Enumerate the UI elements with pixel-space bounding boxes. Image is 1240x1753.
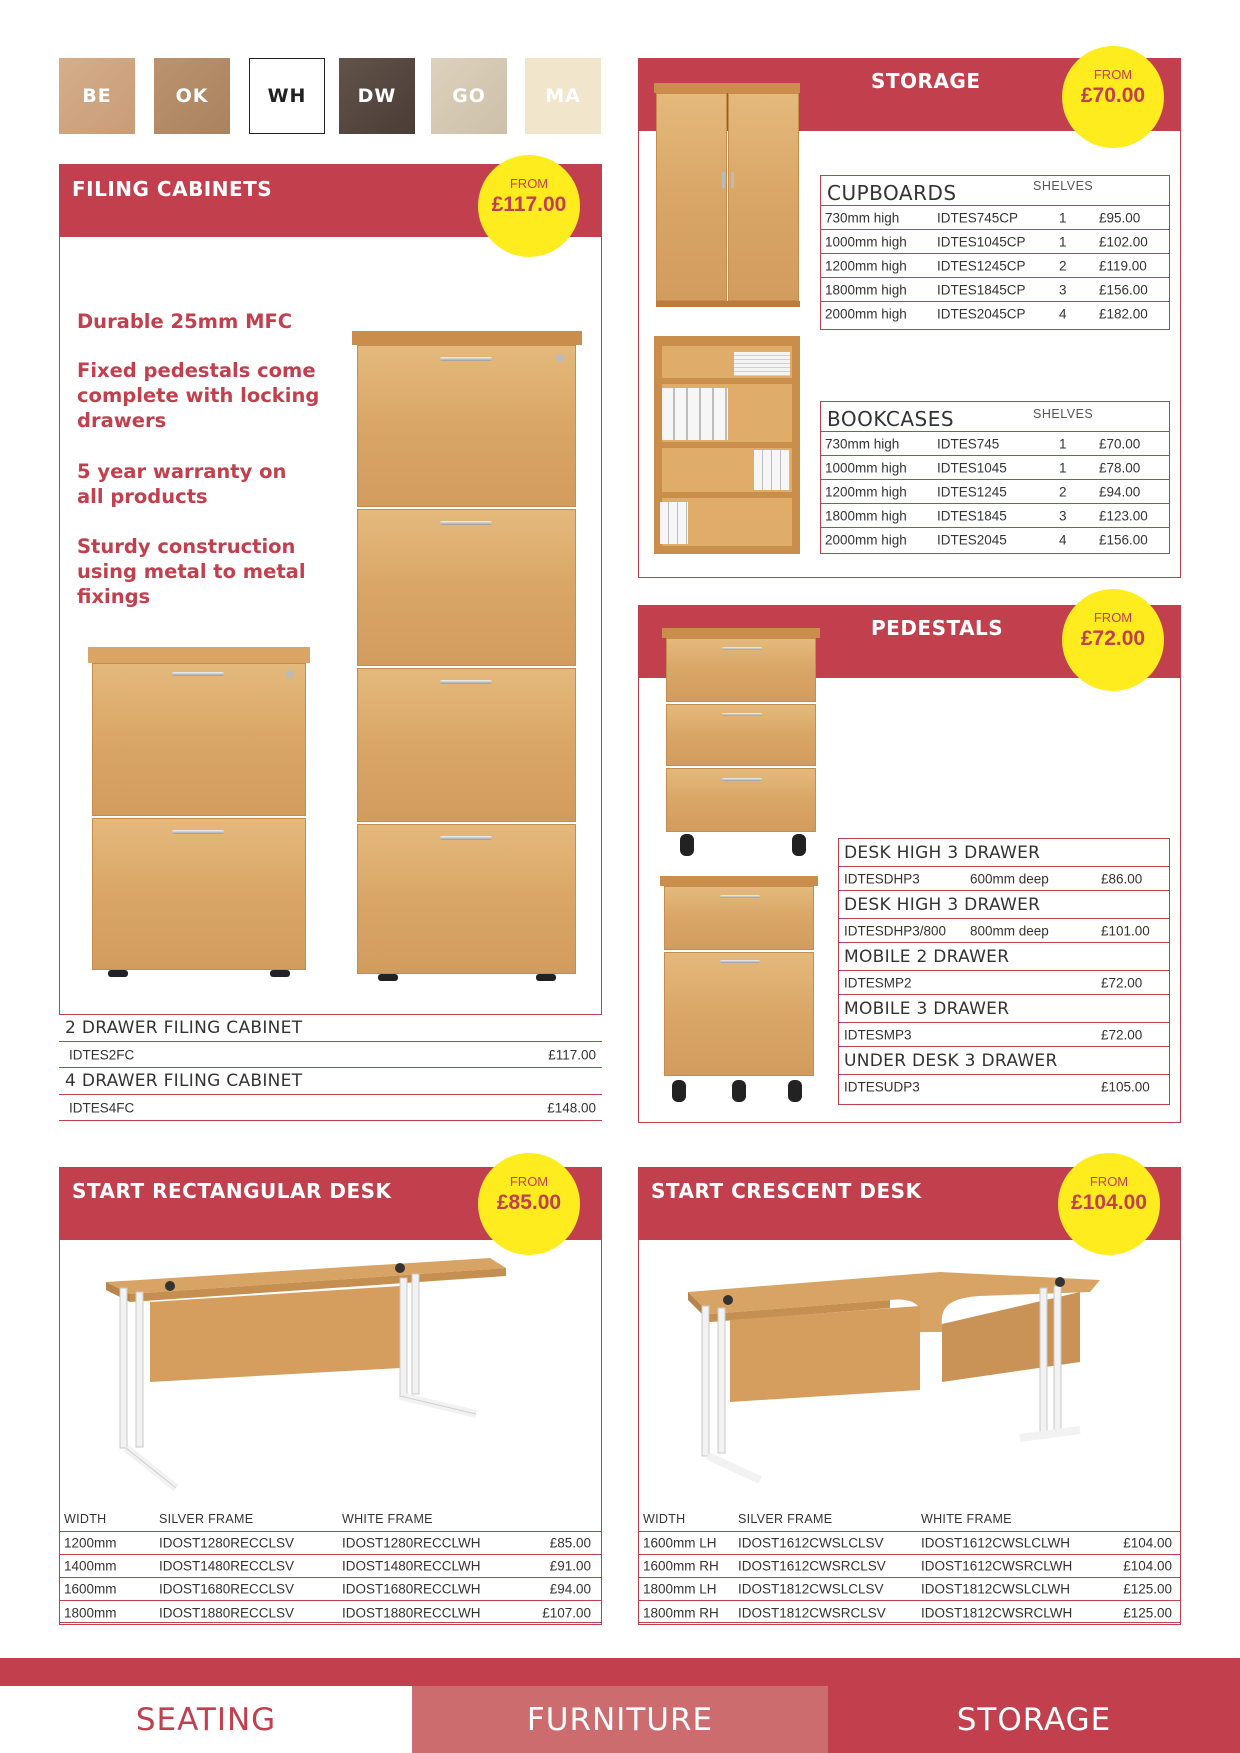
cupboard-shelves: 3 (1059, 282, 1067, 297)
table-row (821, 302, 1169, 326)
crescent-desk-from-label: FROM (1089, 1174, 1129, 1189)
pedestal-name: DESK HIGH 3 DRAWER (844, 894, 1041, 915)
table-row (839, 1047, 1169, 1075)
pedestal-depth: 600mm deep (970, 871, 1049, 886)
rect-desk-from-label: FROM (509, 1174, 549, 1189)
footer-strip (0, 1658, 1240, 1686)
crescent-white-code: IDOST1812CWSRCLWH (921, 1605, 1073, 1620)
bookcase-code: IDTES2045 (937, 532, 1007, 548)
rect-white-code: IDOST1480RECCLWH (342, 1558, 481, 1574)
rect-price: £85.00 (549, 1535, 591, 1551)
pedestal-code: IDTESDHP3 (844, 871, 920, 886)
bookcase-shelves: 2 (1059, 484, 1067, 499)
crescent-silver-code: IDOST1612CWSRCLSV (738, 1558, 886, 1574)
rect-silver-code: IDOST1680RECCLSV (159, 1581, 295, 1597)
filing-row-2-price: £148.00 (547, 1100, 596, 1115)
pedestal-depth: 800mm deep (970, 923, 1049, 938)
crescent-desk-price-badge (1058, 1153, 1160, 1255)
table-row (59, 1015, 602, 1042)
crescent-desk-from-price: £104.00 (1071, 1191, 1147, 1214)
table-row (59, 1068, 602, 1095)
table-row (639, 1601, 1180, 1624)
rect-header-width: WIDTH (64, 1512, 107, 1526)
table-row (839, 943, 1169, 971)
crescent-price: £125.00 (1123, 1581, 1172, 1597)
cupboards-shelves-label: SHELVES (1033, 179, 1094, 194)
table-row (639, 1578, 1180, 1601)
table-row (839, 1023, 1169, 1047)
crescent-price: £104.00 (1123, 1558, 1172, 1574)
cupboard-shelves: 1 (1059, 234, 1067, 249)
pedestal-price: £72.00 (1101, 1027, 1143, 1042)
bookcase-shelves: 4 (1059, 532, 1067, 548)
tab-storage[interactable]: STORAGE (828, 1686, 1240, 1753)
pedestal-code: IDTESUDP3 (844, 1079, 920, 1095)
cupboards-title: CUPBOARDS (827, 180, 957, 205)
table-row (839, 995, 1169, 1023)
pedestal-name: DESK HIGH 3 DRAWER (844, 842, 1041, 863)
bookcase-code: IDTES1245 (937, 484, 1007, 499)
rect-price: £94.00 (549, 1581, 591, 1597)
rect-desk-table (59, 1507, 602, 1625)
cupboard-shelves: 1 (1059, 210, 1067, 225)
pedestal-code: IDTESDHP3/800 (844, 923, 947, 938)
rect-silver-code: IDOST1280RECCLSV (159, 1535, 295, 1551)
cupboard-height: 1200mm high (825, 258, 907, 273)
filing-row-1-price: £117.00 (548, 1047, 596, 1062)
table-row (639, 1555, 1180, 1578)
table-row (59, 1095, 602, 1120)
table-row (839, 1075, 1169, 1099)
filing-table (59, 1014, 602, 1121)
table-row (821, 206, 1169, 230)
crescent-header-white: WHITE FRAME (921, 1512, 1012, 1526)
filing-price-badge (478, 155, 580, 257)
pedestal-price: £101.00 (1101, 923, 1150, 938)
table-row (821, 230, 1169, 254)
crescent-white-code: IDOST1612CWSLCLWH (921, 1535, 1071, 1551)
bookcase-height: 1000mm high (825, 460, 907, 475)
filing-from-price: £117.00 (491, 193, 567, 216)
rect-desk-from-price: £85.00 (496, 1191, 562, 1214)
bookcase-price: £70.00 (1099, 436, 1141, 451)
cupboard-code: IDTES1245CP (937, 258, 1026, 273)
rect-desk-table-body (59, 1531, 602, 1625)
table-row (821, 480, 1169, 504)
table-row (821, 528, 1169, 552)
cupboard-price: £156.00 (1099, 282, 1148, 297)
rectangular-desk-image (100, 1250, 520, 1500)
table-row (839, 919, 1169, 943)
filing-row-2-name: 4 DRAWER FILING CABINET (65, 1071, 303, 1091)
rect-desk-price-badge (478, 1153, 580, 1255)
storage-price-badge (1062, 46, 1164, 148)
table-row (839, 867, 1169, 891)
cupboard-height: 730mm high (825, 210, 900, 225)
pedestals-table (838, 838, 1170, 1105)
rect-price: £107.00 (542, 1605, 591, 1620)
pedestal-price: £86.00 (1101, 871, 1143, 886)
cupboard-price: £102.00 (1099, 234, 1148, 249)
bookcase-height: 1800mm high (825, 508, 907, 523)
rect-white-code: IDOST1880RECCLWH (342, 1605, 481, 1620)
cupboard-shelves: 4 (1059, 306, 1067, 322)
crescent-width: 1800mm LH (643, 1581, 717, 1597)
filing-row-2-code: IDTES4FC (69, 1100, 135, 1115)
table-row (839, 971, 1169, 995)
bookcase-height: 2000mm high (825, 532, 907, 548)
rect-width: 1400mm (64, 1558, 117, 1574)
bookcase-code: IDTES745 (937, 436, 1000, 451)
bookcase-code: IDTES1845 (937, 508, 1007, 523)
table-row (60, 1555, 601, 1578)
crescent-width: 1800mm RH (643, 1605, 719, 1620)
pedestals-title: PEDESTALS (871, 616, 1004, 640)
storage-from-label: FROM (1093, 67, 1133, 82)
crescent-price: £125.00 (1123, 1605, 1172, 1620)
swatch-dark-walnut[interactable]: DW (339, 58, 415, 134)
rect-silver-code: IDOST1480RECCLSV (159, 1558, 295, 1574)
pedestal-price: £105.00 (1101, 1079, 1150, 1095)
cupboard-height: 2000mm high (825, 306, 907, 322)
table-row (821, 254, 1169, 278)
cupboard-code: IDTES1045CP (937, 234, 1026, 249)
crescent-white-code: IDOST1612CWSRCLWH (921, 1558, 1073, 1574)
crescent-silver-code: IDOST1612CWSLCLSV (738, 1535, 884, 1551)
crescent-silver-code: IDOST1812CWSLCLSV (738, 1581, 884, 1597)
rect-desk-title: START RECTANGULAR DESK (72, 1179, 392, 1203)
table-row (821, 278, 1169, 302)
cupboards-table (820, 175, 1170, 330)
bookcase-price: £123.00 (1099, 508, 1148, 523)
bookcases-title: BOOKCASES (827, 406, 955, 431)
storage-title: STORAGE (871, 69, 981, 93)
table-row (821, 402, 1169, 432)
tab-seating[interactable]: SEATING (0, 1686, 412, 1753)
crescent-width: 1600mm LH (643, 1535, 717, 1551)
swatch-oak[interactable]: OK (154, 58, 230, 134)
rect-width: 1800mm (64, 1605, 117, 1620)
filing-row-1-name: 2 DRAWER FILING CABINET (65, 1018, 303, 1038)
rect-white-code: IDOST1680RECCLWH (342, 1581, 481, 1597)
pedestal-price: £72.00 (1101, 975, 1143, 990)
bookcase-shelves: 1 (1059, 436, 1067, 451)
bookcases-table (820, 401, 1170, 554)
table-row (821, 504, 1169, 528)
feature-3: 5 year warranty on all products (77, 460, 287, 508)
swatch-beech[interactable]: BE (59, 58, 135, 134)
swatch-grey-oak[interactable]: GO (431, 58, 507, 134)
bookcase-height: 730mm high (825, 436, 900, 451)
rect-width: 1600mm (64, 1581, 117, 1597)
storage-from-price: £70.00 (1080, 84, 1146, 107)
cupboard-height: 1000mm high (825, 234, 907, 249)
crescent-desk-image (680, 1262, 1110, 1492)
table-row (821, 456, 1169, 480)
table-row (60, 1601, 601, 1624)
bookcase-price: £78.00 (1099, 460, 1141, 475)
table-row (839, 891, 1169, 919)
cupboard-code: IDTES1845CP (937, 282, 1026, 297)
table-row (60, 1532, 601, 1555)
swatch-white[interactable]: WH (249, 58, 325, 134)
cupboard-price: £95.00 (1099, 210, 1141, 225)
cupboard-price: £119.00 (1099, 258, 1147, 273)
rect-header-silver: SILVER FRAME (159, 1512, 254, 1526)
pedestal-name: MOBILE 3 DRAWER (844, 998, 1010, 1019)
pedestals-from-label: FROM (1093, 610, 1133, 625)
cupboard-code: IDTES745CP (937, 210, 1019, 225)
pedestals-price-badge (1062, 589, 1164, 691)
pedestals-from-price: £72.00 (1080, 627, 1146, 650)
cupboard-height: 1800mm high (825, 282, 907, 297)
filing-row-1-code: IDTES2FC (69, 1047, 135, 1062)
crescent-header-silver: SILVER FRAME (738, 1512, 833, 1526)
table-row (639, 1532, 1180, 1555)
rect-header-white: WHITE FRAME (342, 1512, 433, 1526)
table-row (60, 1578, 601, 1601)
rect-width: 1200mm (64, 1535, 117, 1551)
bookcase-code: IDTES1045 (937, 460, 1007, 475)
bookcase-shelves: 1 (1059, 460, 1067, 475)
feature-1: Durable 25mm MFC (77, 310, 293, 333)
rect-price: £91.00 (549, 1558, 591, 1574)
crescent-price: £104.00 (1123, 1535, 1172, 1551)
filing-from-label: FROM (509, 176, 549, 191)
cupboard-shelves: 2 (1059, 258, 1067, 273)
rect-silver-code: IDOST1880RECCLSV (159, 1605, 295, 1620)
crescent-header-width: WIDTH (643, 1512, 686, 1526)
swatch-maple[interactable]: MA (525, 58, 601, 134)
pedestal-name: UNDER DESK 3 DRAWER (844, 1050, 1058, 1071)
bookcase-shelves: 3 (1059, 508, 1067, 523)
crescent-desk-table-body (638, 1531, 1181, 1625)
bookcase-price: £94.00 (1099, 484, 1141, 499)
crescent-white-code: IDOST1812CWSLCLWH (921, 1581, 1071, 1597)
cupboard-code: IDTES2045CP (937, 306, 1026, 322)
bookcases-shelves-label: SHELVES (1033, 406, 1094, 421)
feature-2: Fixed pedestals come complete with locking drawers (77, 359, 320, 432)
crescent-desk-table (638, 1507, 1181, 1625)
crescent-silver-code: IDOST1812CWSRCLSV (738, 1605, 886, 1620)
pedestal-code: IDTESMP3 (844, 1027, 912, 1042)
feature-4: Sturdy construction using metal to metal fixings (77, 535, 306, 608)
table-row (821, 176, 1169, 206)
pedestal-code: IDTESMP2 (844, 975, 912, 990)
table-header-row (638, 1507, 1181, 1531)
crescent-desk-title: START CRESCENT DESK (651, 1179, 922, 1203)
pedestal-name: MOBILE 2 DRAWER (844, 946, 1010, 967)
tab-furniture[interactable]: FURNITURE (412, 1686, 828, 1753)
cupboard-price: £182.00 (1099, 306, 1148, 322)
table-row (59, 1042, 602, 1068)
table-header-row (59, 1507, 602, 1531)
rect-white-code: IDOST1280RECCLWH (342, 1535, 481, 1551)
filing-title: FILING CABINETS (72, 177, 273, 201)
table-row (839, 839, 1169, 867)
table-row (821, 432, 1169, 456)
bookcase-price: £156.00 (1099, 532, 1148, 548)
crescent-width: 1600mm RH (643, 1558, 719, 1574)
bookcase-height: 1200mm high (825, 484, 907, 499)
